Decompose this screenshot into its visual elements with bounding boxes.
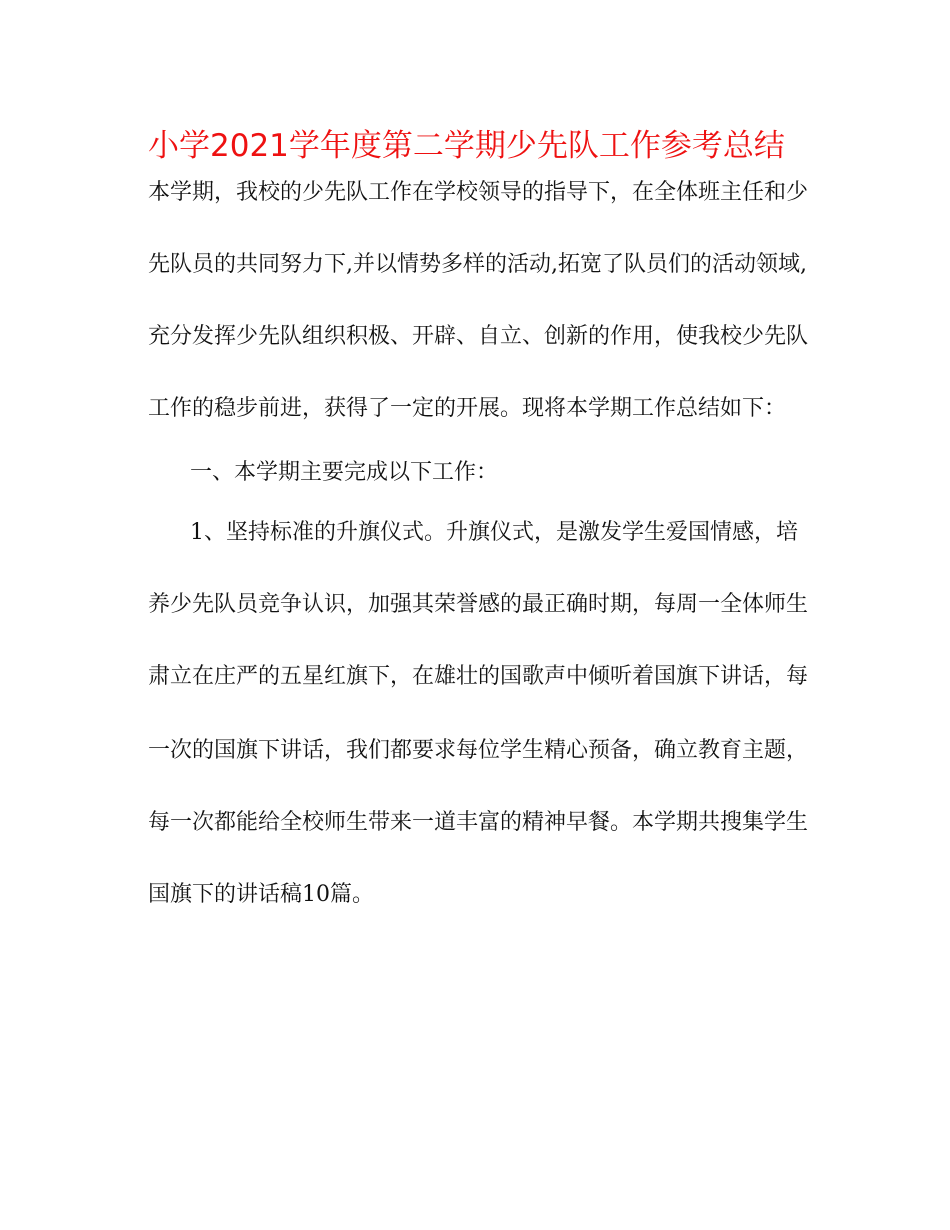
paragraph-line: 每一次都能给全校师生带来一道丰富的精神早餐。本学期共搜集学生	[148, 810, 809, 835]
paragraph-line: 工作的稳步前进，获得了一定的开展。现将本学期工作总结如下：	[148, 396, 787, 421]
paragraph-line: 养少先队员竞争认识，加强其荣誉感的最正确时期，每周一全体师生	[148, 592, 809, 617]
paragraph-line: 一次的国旗下讲话，我们都要求每位学生精心预备，确立教育主题，	[148, 738, 809, 763]
document-title: 小学2021学年度第二学期少先队工作参考总结	[148, 128, 785, 164]
paragraph-line: 充分发挥少先队组织积极、开辟、自立、创新的作用，使我校少先队	[148, 324, 809, 349]
paragraph-line: 本学期，我校的少先队工作在学校领导的指导下，在全体班主任和少	[148, 180, 809, 205]
paragraph-line: 先队员的共同努力下,并以情势多样的活动,拓宽了队员们的活动领域,	[148, 252, 807, 277]
paragraph-line: 肃立在庄严的五星红旗下，在雄壮的国歌声中倾听着国旗下讲话，每	[148, 664, 809, 689]
paragraph-line: 1、坚持标准的升旗仪式。升旗仪式，是激发学生爱国情感，培	[190, 520, 798, 545]
paragraph-line: 国旗下的讲话稿10篇。	[148, 882, 374, 907]
section-heading: 一、本学期主要完成以下工作：	[190, 460, 499, 485]
